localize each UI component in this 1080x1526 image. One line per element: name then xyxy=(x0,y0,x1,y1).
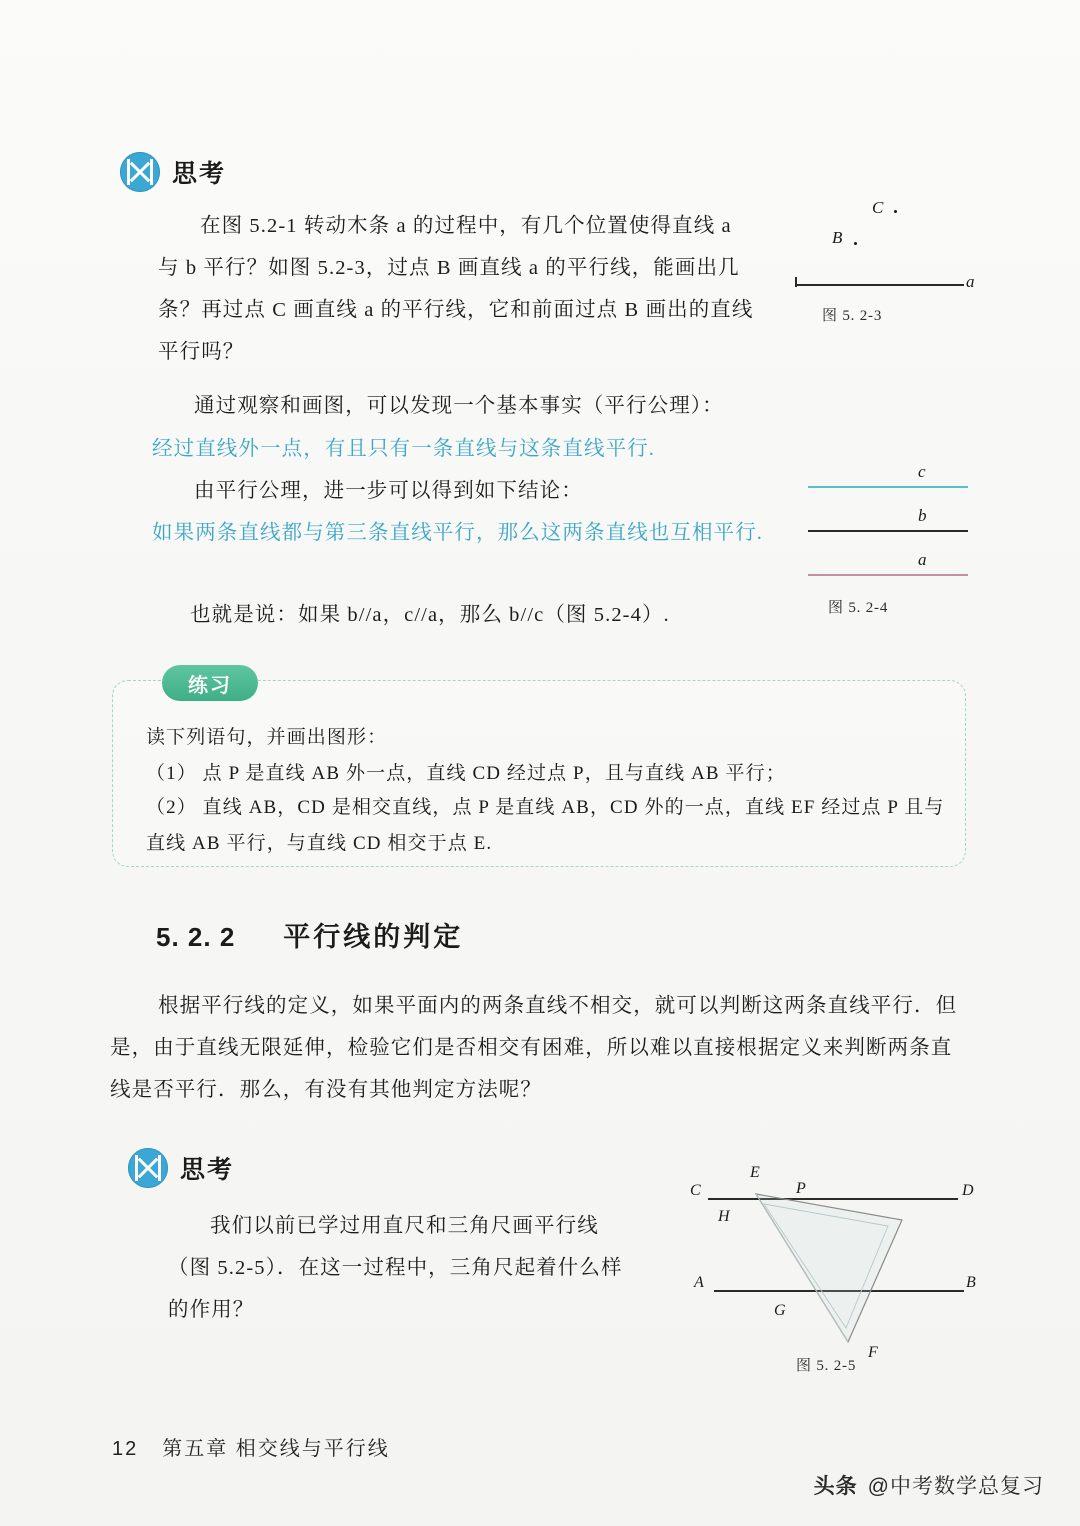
watermark xyxy=(814,1470,1044,1500)
figure-5-2-5-label-D: D xyxy=(962,1182,974,1199)
figure-5-2-5-label-F: F xyxy=(868,1344,878,1361)
section-heading xyxy=(156,915,463,954)
conclusion-text: 如果两条直线都与第三条直线平行，那么这两条直线也互相平行. xyxy=(152,522,764,544)
figure-5-2-5-triangle-ruler xyxy=(752,1190,942,1335)
think-heading-2 xyxy=(128,1148,234,1188)
section-title: 平行线的判定 xyxy=(283,922,464,952)
figure-5-2-3-line-a xyxy=(796,284,964,286)
figure-5-2-4-caption: 图 5. 2-4 xyxy=(828,600,889,616)
section-number: 5. 2. 2 xyxy=(156,922,236,952)
figure-5-2-3-label-a: a xyxy=(966,272,975,291)
point-B-dot xyxy=(854,242,857,245)
axiom-text: 经过直线外一点，有且只有一条直线与这条直线平行. xyxy=(152,438,656,460)
figure-5-2-5-label-G: G xyxy=(774,1302,786,1319)
exercise-item-1: （1） 点 P 是直线 AB 外一点，直线 CD 经过点 P，且与直线 AB 平行； xyxy=(146,763,786,784)
point-C-dot xyxy=(894,210,897,213)
paragraph-restate: 也就是说：如果 b//a，c//a，那么 b//c（图 5.2-4）. xyxy=(190,604,670,626)
think-heading-1 xyxy=(120,152,226,192)
think-icon xyxy=(128,1148,168,1188)
figure-5-2-5-label-H: H xyxy=(718,1208,730,1225)
figure-5-2-4-line-b xyxy=(808,530,968,532)
paragraph-fact-intro: 通过观察和画图，可以发现一个基本事实（平行公理）： xyxy=(194,395,724,417)
figure-5-2-4-label-c: c xyxy=(918,462,926,481)
think-label: 思考 xyxy=(172,160,227,188)
figure-5-2-4-label-a: a xyxy=(918,550,927,569)
paragraph-conclusion-intro: 由平行公理，进一步可以得到如下结论： xyxy=(194,480,583,502)
figure-5-2-5-label-P: P xyxy=(796,1180,806,1197)
watermark-prefix: 头条 xyxy=(813,1475,858,1498)
figure-5-2-4 xyxy=(800,462,1000,618)
page-number: 12 xyxy=(112,1438,139,1460)
figure-5-2-5-label-A: A xyxy=(694,1274,704,1291)
figure-5-2-3-label-C: C xyxy=(872,198,884,217)
figure-5-2-4-line-a xyxy=(808,574,968,576)
exercise-item-2: （2） 直线 AB，CD 是相交直线，点 P 是直线 AB，CD 外的一点，直线 EF 经过点 P 且与直线 AB 平行，与直线 CD 相交于点 E. xyxy=(146,797,945,855)
figure-5-2-5-caption: 图 5. 2-5 xyxy=(796,1358,857,1374)
exercise-intro: 读下列语句，并画出图形： xyxy=(146,727,388,748)
paragraph-section-522: 根据平行线的定义，如果平面内的两条直线不相交，就可以判断这两条直线平行．但是，由于直线无限延伸，检验它们是否相交有困难，所以难以直接根据定义来判断两条直线是否平行．那么，有没有其他判定方法呢？ xyxy=(110,995,958,1102)
chapter-title: 第五章 相交线与平行线 xyxy=(162,1438,390,1460)
figure-5-2-5-label-E: E xyxy=(750,1164,760,1181)
figure-5-2-3-caption: 图 5. 2-3 xyxy=(822,308,883,324)
think-icon xyxy=(120,152,160,192)
page-footer xyxy=(112,1432,390,1461)
figure-5-2-3-label-B: B xyxy=(832,228,843,247)
figure-5-2-5 xyxy=(690,1150,1000,1380)
figure-5-2-5-label-C: C xyxy=(690,1182,701,1199)
think-paragraph-2: 我们以前已学过用直尺和三角尺画平行线（图 5.2-5）．在这一过程中，三角尺起着什么样的作用？ xyxy=(168,1215,623,1322)
figure-5-2-4-label-b: b xyxy=(918,506,927,525)
exercise-badge: 练习 xyxy=(162,665,258,701)
figure-5-2-3 xyxy=(790,196,990,336)
watermark-handle: @中考数学总复习 xyxy=(867,1475,1044,1498)
figure-5-2-5-label-B: B xyxy=(966,1274,976,1291)
think-label: 思考 xyxy=(180,1156,235,1184)
figure-5-2-4-line-c xyxy=(808,486,968,488)
think-paragraph-1: 在图 5.2-1 转动木条 a 的过程中，有几个位置使得直线 a 与 b 平行？如图 5.2-3，过点 B 画直线 a 的平行线，能画出几条？再过点 C 画直线 a 的平行线，它和前面过点 B 画出的直线平行吗？ xyxy=(158,215,754,364)
